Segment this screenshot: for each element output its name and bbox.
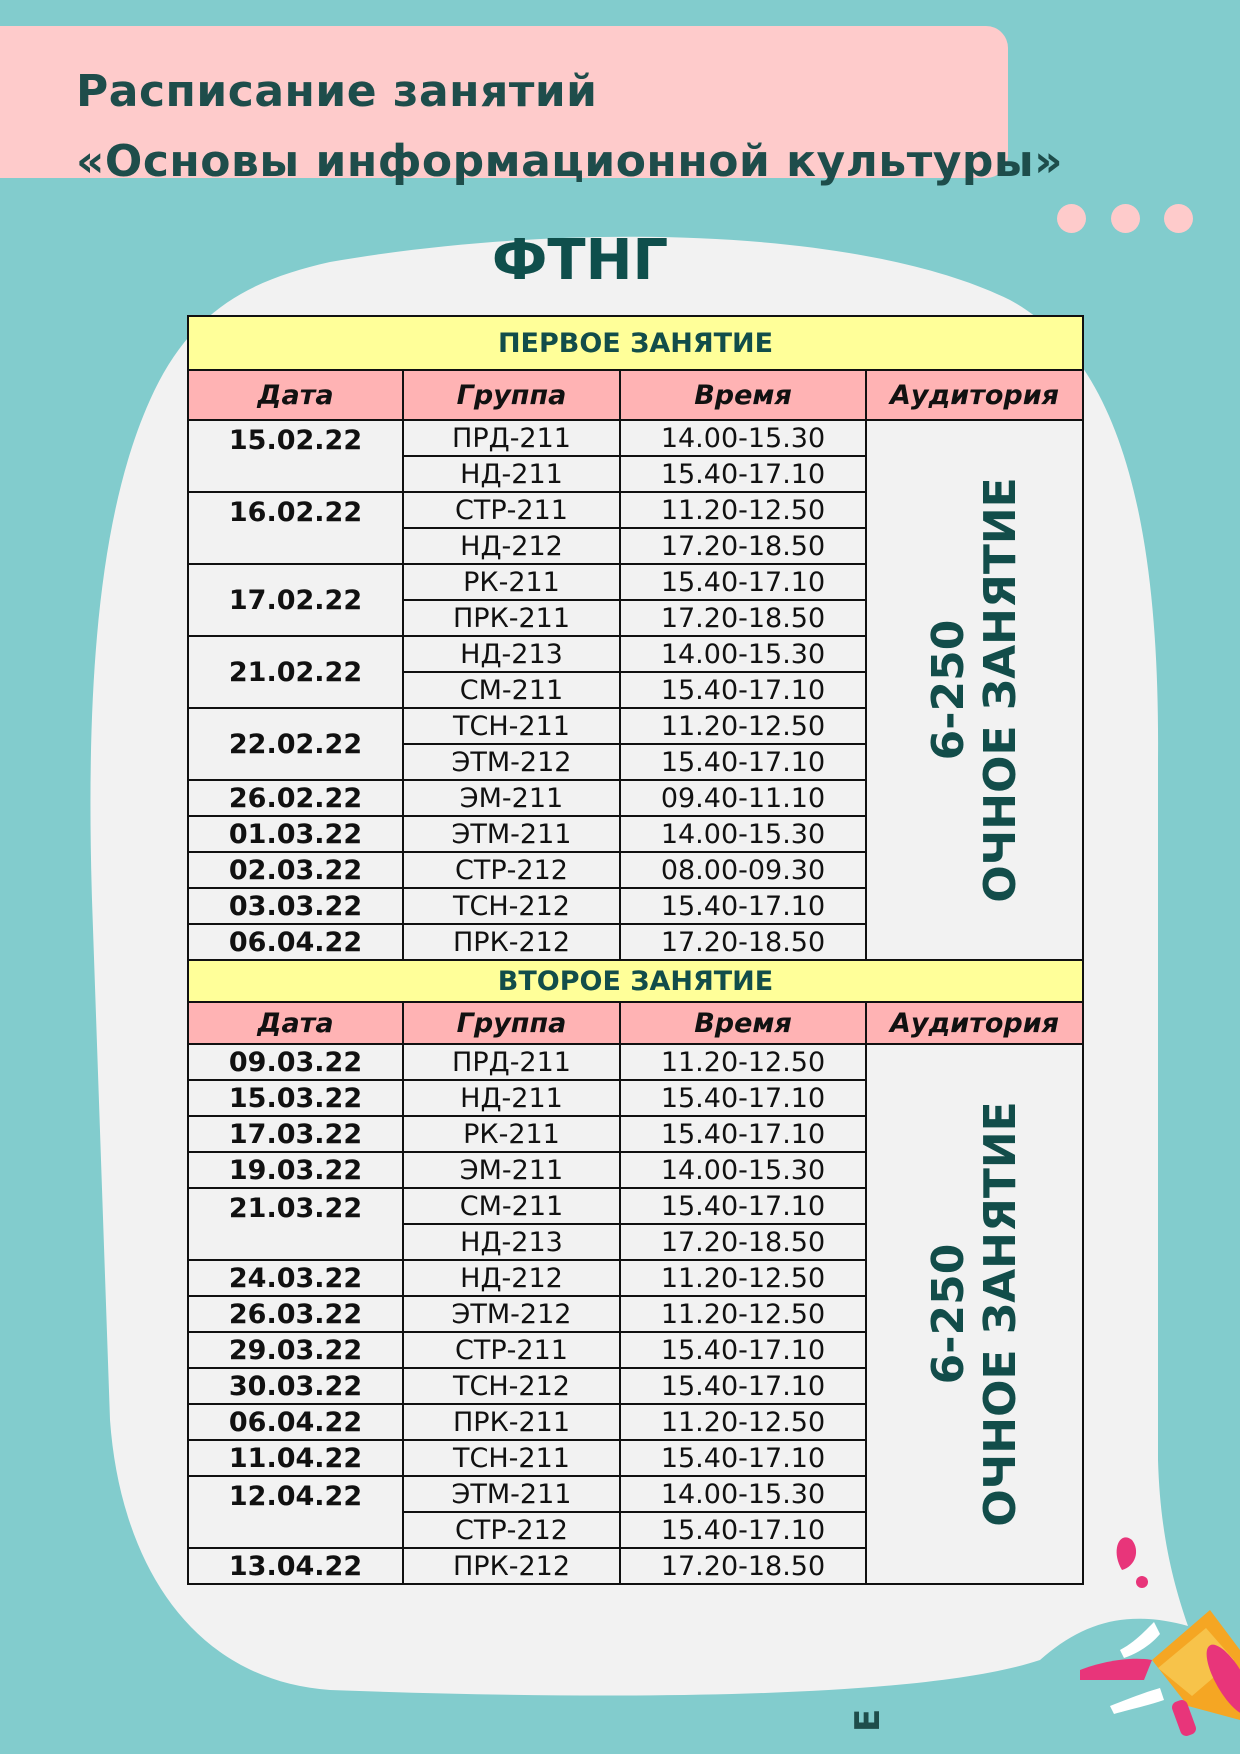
room-label (923, 477, 1027, 902)
time-cell: 14.00-15.30 (620, 1152, 866, 1188)
group-cell: СМ-211 (403, 672, 620, 708)
decor-dot-3 (1164, 204, 1193, 233)
date-cell: 17.02.22 (188, 564, 403, 636)
room-number: 6-250 (922, 1243, 974, 1385)
group-cell: СТР-211 (403, 1332, 620, 1368)
date-cell: 09.03.22 (188, 1044, 403, 1080)
column-header-group: Группа (403, 370, 620, 420)
time-cell: 14.00-15.30 (620, 1476, 866, 1512)
group-cell: СТР-212 (403, 1512, 620, 1548)
group-cell: НД-213 (403, 1224, 620, 1260)
time-cell: 15.40-17.10 (620, 888, 866, 924)
room-mode: ОЧНОЕ ЗАНЯТИЕ (974, 1101, 1026, 1527)
title-line-2: «Основы информационной культуры» (76, 136, 1064, 187)
time-cell: 15.40-17.10 (620, 1332, 866, 1368)
time-cell: 17.20-18.50 (620, 1548, 866, 1584)
table-row (188, 420, 1083, 456)
time-cell: 15.40-17.10 (620, 1368, 866, 1404)
column-header-date: Дата (188, 370, 403, 420)
table-row (188, 1044, 1083, 1080)
date-cell: 01.03.22 (188, 816, 403, 852)
date-cell: 30.03.22 (188, 1368, 403, 1404)
date-cell: 06.04.22 (188, 924, 403, 960)
group-cell: ПРК-212 (403, 1548, 620, 1584)
date-cell: 21.03.22 (188, 1188, 403, 1260)
time-cell: 11.20-12.50 (620, 1044, 866, 1080)
column-header-row (188, 1002, 1083, 1044)
date-cell: 06.04.22 (188, 1404, 403, 1440)
time-cell: 17.20-18.50 (620, 600, 866, 636)
group-cell: ПРД-211 (403, 1044, 620, 1080)
date-cell: 02.03.22 (188, 852, 403, 888)
column-header-group: Группа (403, 1002, 620, 1044)
group-cell: ТСН-211 (403, 708, 620, 744)
group-cell: СТР-211 (403, 492, 620, 528)
time-cell: 15.40-17.10 (620, 1440, 866, 1476)
time-cell: 08.00-09.30 (620, 852, 866, 888)
group-cell: НД-211 (403, 1080, 620, 1116)
date-cell: 22.02.22 (188, 708, 403, 780)
group-cell: ЭМ-211 (403, 780, 620, 816)
group-cell: СТР-212 (403, 852, 620, 888)
group-cell: ЭТМ-212 (403, 744, 620, 780)
room-mode: ОЧНОЕ ЗАНЯТИЕ (974, 477, 1026, 903)
group-cell: ТСН-211 (403, 1440, 620, 1476)
group-cell: НД-213 (403, 636, 620, 672)
time-cell: 17.20-18.50 (620, 1224, 866, 1260)
group-cell: ЭМ-211 (403, 1152, 620, 1188)
column-header-room: Аудитория (866, 370, 1083, 420)
group-cell: ПРК-211 (403, 1404, 620, 1440)
room-number: 6-250 (922, 619, 974, 761)
room-label (923, 1101, 1027, 1526)
group-cell: СМ-211 (403, 1188, 620, 1224)
time-cell: 11.20-12.50 (620, 1296, 866, 1332)
time-cell: 11.20-12.50 (620, 1404, 866, 1440)
group-cell: ПРК-211 (403, 600, 620, 636)
group-cell: ЭТМ-211 (403, 816, 620, 852)
time-cell: 15.40-17.10 (620, 1512, 866, 1548)
date-cell: 26.03.22 (188, 1296, 403, 1332)
group-cell: РК-211 (403, 1116, 620, 1152)
date-cell: 26.02.22 (188, 780, 403, 816)
date-cell: 11.04.22 (188, 1440, 403, 1476)
date-cell: 16.02.22 (188, 492, 403, 564)
section-title: ВТОРОЕ ЗАНЯТИЕ (188, 960, 1083, 1002)
date-cell: 29.03.22 (188, 1332, 403, 1368)
title-line-1: Расписание занятий (76, 66, 598, 117)
date-cell: 21.02.22 (188, 636, 403, 708)
time-cell: 14.00-15.30 (620, 816, 866, 852)
time-cell: 15.40-17.10 (620, 1116, 866, 1152)
date-cell: 15.03.22 (188, 1080, 403, 1116)
time-cell: 11.20-12.50 (620, 708, 866, 744)
time-cell: 15.40-17.10 (620, 1080, 866, 1116)
group-cell: РК-211 (403, 564, 620, 600)
column-header-date: Дата (188, 1002, 403, 1044)
column-header-row (188, 370, 1083, 420)
time-cell: 15.40-17.10 (620, 672, 866, 708)
column-header-time: Время (620, 1002, 866, 1044)
date-cell: 13.04.22 (188, 1548, 403, 1584)
time-cell: 14.00-15.30 (620, 636, 866, 672)
group-cell: ЭТМ-212 (403, 1296, 620, 1332)
time-cell: 14.00-15.30 (620, 420, 866, 456)
faculty-title: ФТНГ (491, 228, 669, 293)
section-title: ПЕРВОЕ ЗАНЯТИЕ (188, 316, 1083, 370)
section-header-row (188, 960, 1083, 1002)
megaphone-icon (1080, 1530, 1240, 1754)
time-cell: 17.20-18.50 (620, 924, 866, 960)
time-cell: 15.40-17.10 (620, 564, 866, 600)
title-banner (0, 26, 1064, 187)
group-cell: НД-212 (403, 1260, 620, 1296)
column-header-room: Аудитория (866, 1002, 1083, 1044)
group-cell: ПРД-211 (403, 420, 620, 456)
time-cell: 11.20-12.50 (620, 1260, 866, 1296)
time-cell: 09.40-11.10 (620, 780, 866, 816)
group-cell: НД-211 (403, 456, 620, 492)
time-cell: 17.20-18.50 (620, 528, 866, 564)
date-cell: 03.03.22 (188, 888, 403, 924)
group-cell: ТСН-212 (403, 1368, 620, 1404)
schedule-table (187, 315, 1084, 1585)
cut-off-footer-text: Е (848, 1708, 888, 1732)
date-cell: 12.04.22 (188, 1476, 403, 1548)
date-cell: 24.03.22 (188, 1260, 403, 1296)
group-cell: ПРК-212 (403, 924, 620, 960)
time-cell: 15.40-17.10 (620, 456, 866, 492)
room-cell (866, 420, 1083, 960)
date-cell: 17.03.22 (188, 1116, 403, 1152)
group-cell: ТСН-212 (403, 888, 620, 924)
section-header-row (188, 316, 1083, 370)
time-cell: 15.40-17.10 (620, 744, 866, 780)
column-header-time: Время (620, 370, 866, 420)
time-cell: 15.40-17.10 (620, 1188, 866, 1224)
time-cell: 11.20-12.50 (620, 492, 866, 528)
group-cell: НД-212 (403, 528, 620, 564)
date-cell: 19.03.22 (188, 1152, 403, 1188)
date-cell: 15.02.22 (188, 420, 403, 492)
group-cell: ЭТМ-211 (403, 1476, 620, 1512)
room-cell (866, 1044, 1083, 1584)
